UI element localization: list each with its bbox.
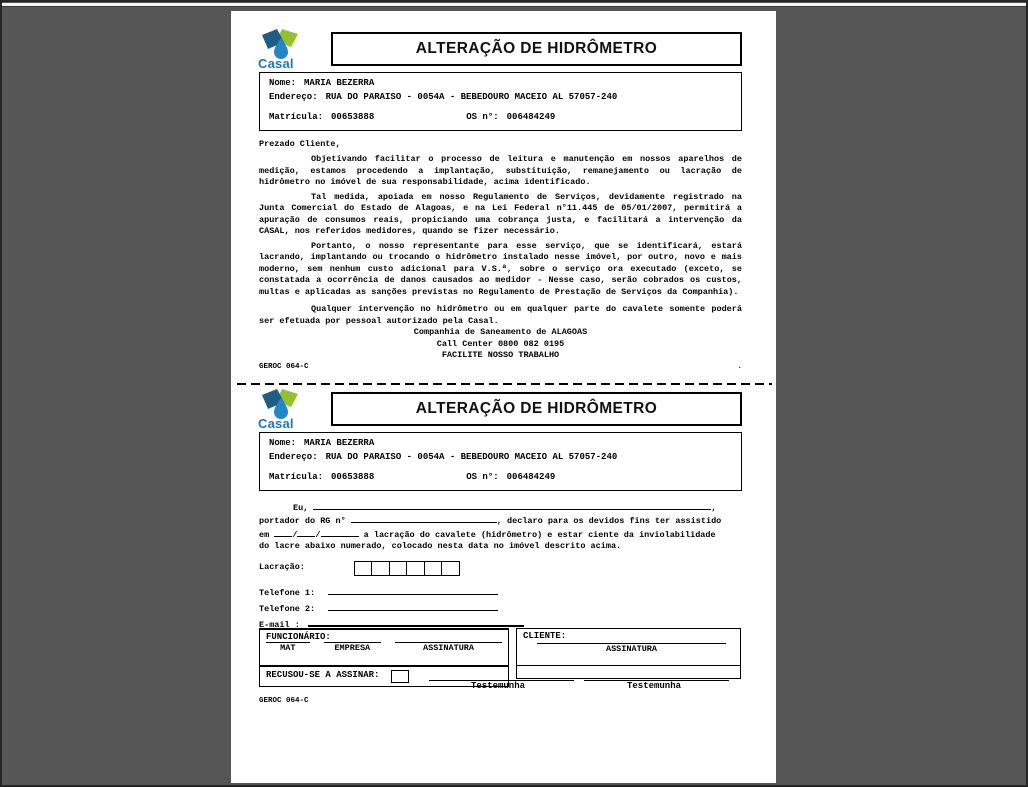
decl-eu-label: Eu,	[293, 502, 309, 513]
receipt-body	[259, 501, 742, 628]
customer-endereco-row	[269, 452, 732, 464]
testemunha1-label: Testemunha	[471, 680, 526, 691]
decl-l3-text: a lacração do cavalete (hidrômetro) e estar ciente da inviolabilidade	[363, 529, 716, 540]
decl-l2-text: , declaro para os devidos fins ter assistido	[496, 516, 722, 526]
date-slash: /	[292, 529, 298, 540]
casal-logo	[258, 28, 306, 70]
letter-paragraph-2: Tal medida, apoiada em nosso Regulamento de Serviços, devidamente registrado na Junta Comercial do Estado de Alagoas, e na Lei Federal n°11.445 de 05/01/2007, permitirá a apuração de consumos reais, propiciando uma cobrança justa, e facilitará a intervenção da CASAL, nos referidos medidores, quando se fizer necessário.	[259, 191, 742, 236]
funcionario-box	[259, 628, 509, 666]
name-blank-line	[313, 501, 711, 510]
empresa-slot	[324, 642, 381, 655]
assinatura-slot	[395, 642, 502, 655]
declaration-line-1	[259, 501, 742, 515]
decl-comma: ,	[711, 502, 717, 513]
email-row	[259, 618, 742, 628]
company-block	[259, 327, 742, 362]
funcionario-signature-lines	[266, 642, 502, 655]
declaration-line-3	[259, 528, 742, 542]
date-year-blank	[321, 528, 359, 537]
viewer-top-strip	[2, 3, 1026, 7]
company-slogan: FACILITE NOSSO TRABALHO	[441, 350, 560, 360]
letter-paragraph-3: Portanto, o nosso representante para esse serviço, que se identificará, estará lacrando, implantando ou trocando o hidrômetro instalado nesse imóvel, por outro, novo e mais moderno, sem nenhum custo adicional para V.S.ª, sobre o serviço ora executado (exceto, se constatada a ocorrência de danos causados ao medidor - Nesse caso, serão cobrados os custos, multas e aplicadas as sanções previstas no Regulamento de Prestação de Serviços da Companhia).	[259, 240, 742, 297]
cliente-subrow	[516, 666, 741, 679]
signature-area	[259, 628, 742, 692]
letter-body	[259, 139, 742, 374]
trailing-dot: .	[737, 362, 742, 371]
endereco-label: Endereço:	[269, 451, 318, 462]
casal-logo-text: Casal	[258, 56, 294, 71]
customer-nome-row	[269, 78, 732, 90]
telefone1-label: Telefone 1:	[259, 587, 316, 598]
doc-title: ALTERAÇÃO DE HIDRÔMETRO	[331, 32, 742, 66]
decl-rg-label: portador do RG n°	[259, 516, 346, 526]
company-name: Companhia de Saneamento de ALAGOAS	[413, 327, 588, 337]
endereco-value: RUA DO PARAISO - 0054A - BEBEDOURO MACEIO AL 57057-240	[325, 91, 618, 102]
customer-nome-row	[269, 438, 732, 450]
cliente-box	[516, 628, 741, 666]
form-code-copy2: GEROC 064-C	[259, 696, 309, 705]
doc-header-copy1	[231, 11, 776, 70]
cliente-assinatura-label: ASSINATURA	[605, 644, 657, 654]
letter-paragraph-1: Objetivando facilitar o processo de leitura e manutenção em nossos aparelhos de medição, estamos procedendo a implantação, substituição, remanejamento ou lacração de hidrômetro no imóvel de sua responsabilidade, acima identificado.	[259, 154, 742, 187]
seal-cell-1	[354, 561, 373, 576]
seal-cell-6	[441, 561, 460, 576]
telefone1-blank-line	[328, 586, 498, 595]
doc-title-copy2: ALTERAÇÃO DE HIDRÔMETRO	[331, 392, 742, 426]
call-center-line: Call Center 0800 082 0195	[436, 338, 565, 349]
date-day-blank	[274, 528, 292, 537]
empresa-label: EMPRESA	[334, 643, 371, 653]
date-slash: /	[315, 529, 321, 540]
telefone2-label: Telefone 2:	[259, 604, 316, 614]
customer-matricula-row	[269, 112, 732, 124]
cliente-signature-slot	[537, 643, 726, 656]
matricula-label: Matrícula:	[269, 472, 324, 482]
telefone1-row	[259, 586, 742, 600]
os-value: 006484249	[506, 472, 556, 482]
lacracao-label: Lacração:	[259, 562, 305, 573]
lacracao-row	[259, 561, 742, 576]
matricula-value: 00653888	[331, 472, 375, 482]
doc-header-copy2	[231, 385, 776, 430]
customer-info-box-copy2	[259, 432, 742, 491]
casal-logo-copy2	[258, 388, 306, 430]
form-code-row-copy1	[259, 362, 742, 374]
endereco-label: Endereço:	[269, 91, 318, 102]
testemunha2-label: Testemunha	[627, 680, 682, 691]
telefone2-row	[259, 602, 742, 616]
telefone2-blank-line	[328, 602, 498, 611]
letter-paragraph-4: Qualquer intervenção no hidrômetro ou em qualquer parte do cavalete somente poderá ser efetuada por pessoal autorizado pela Casal.	[259, 304, 742, 326]
nome-label: Nome:	[269, 438, 297, 448]
endereco-value: RUA DO PARAISO - 0054A - BEBEDOURO MACEIO AL 57057-240	[325, 451, 618, 462]
customer-endereco-row	[269, 92, 732, 104]
lacracao-seal-cells	[354, 561, 461, 576]
declaration-line-4: do lacre abaixo numerado, colocado nesta data no imóvel descrito acima.	[259, 541, 622, 551]
mat-label: MAT	[280, 643, 296, 653]
seal-cell-3	[389, 561, 408, 576]
recusou-checkbox	[391, 670, 409, 683]
matricula-value: 00653888	[331, 112, 375, 122]
funcionario-label: FUNCIONÁRIO:	[266, 631, 331, 642]
date-month-blank	[297, 528, 315, 537]
seal-cell-4	[406, 561, 425, 576]
form-code-copy1: GEROC 064-C	[259, 362, 309, 371]
decl-em-label: em	[259, 529, 270, 540]
nome-value: MARIA BEZERRA	[304, 438, 375, 448]
recusou-label: RECUSOU-SE A ASSINAR:	[266, 670, 380, 681]
rg-blank-line	[351, 514, 497, 523]
casal-logo-text: Casal	[258, 416, 294, 431]
salutation: Prezado Cliente,	[259, 138, 341, 149]
cliente-label: CLIENTE:	[523, 630, 567, 641]
declaration	[259, 501, 742, 553]
seal-cell-2	[371, 561, 390, 576]
form-code-row-copy2	[259, 696, 742, 708]
seal-cell-5	[424, 561, 443, 576]
customer-info-box-copy1	[259, 72, 742, 131]
nome-label: Nome:	[269, 78, 297, 88]
os-value: 006484249	[506, 112, 556, 122]
mat-slot	[266, 642, 310, 655]
matricula-label: Matrícula:	[269, 112, 324, 122]
assinatura-label: ASSINATURA	[423, 643, 475, 653]
declaration-line-2	[259, 514, 742, 528]
email-label: E-mail :	[259, 619, 300, 630]
os-label: OS n°:	[466, 472, 499, 482]
document-page	[231, 11, 776, 783]
os-label: OS n°:	[466, 112, 499, 122]
email-blank-line	[308, 618, 524, 627]
customer-matricula-row	[269, 472, 732, 484]
nome-value: MARIA BEZERRA	[304, 78, 375, 88]
